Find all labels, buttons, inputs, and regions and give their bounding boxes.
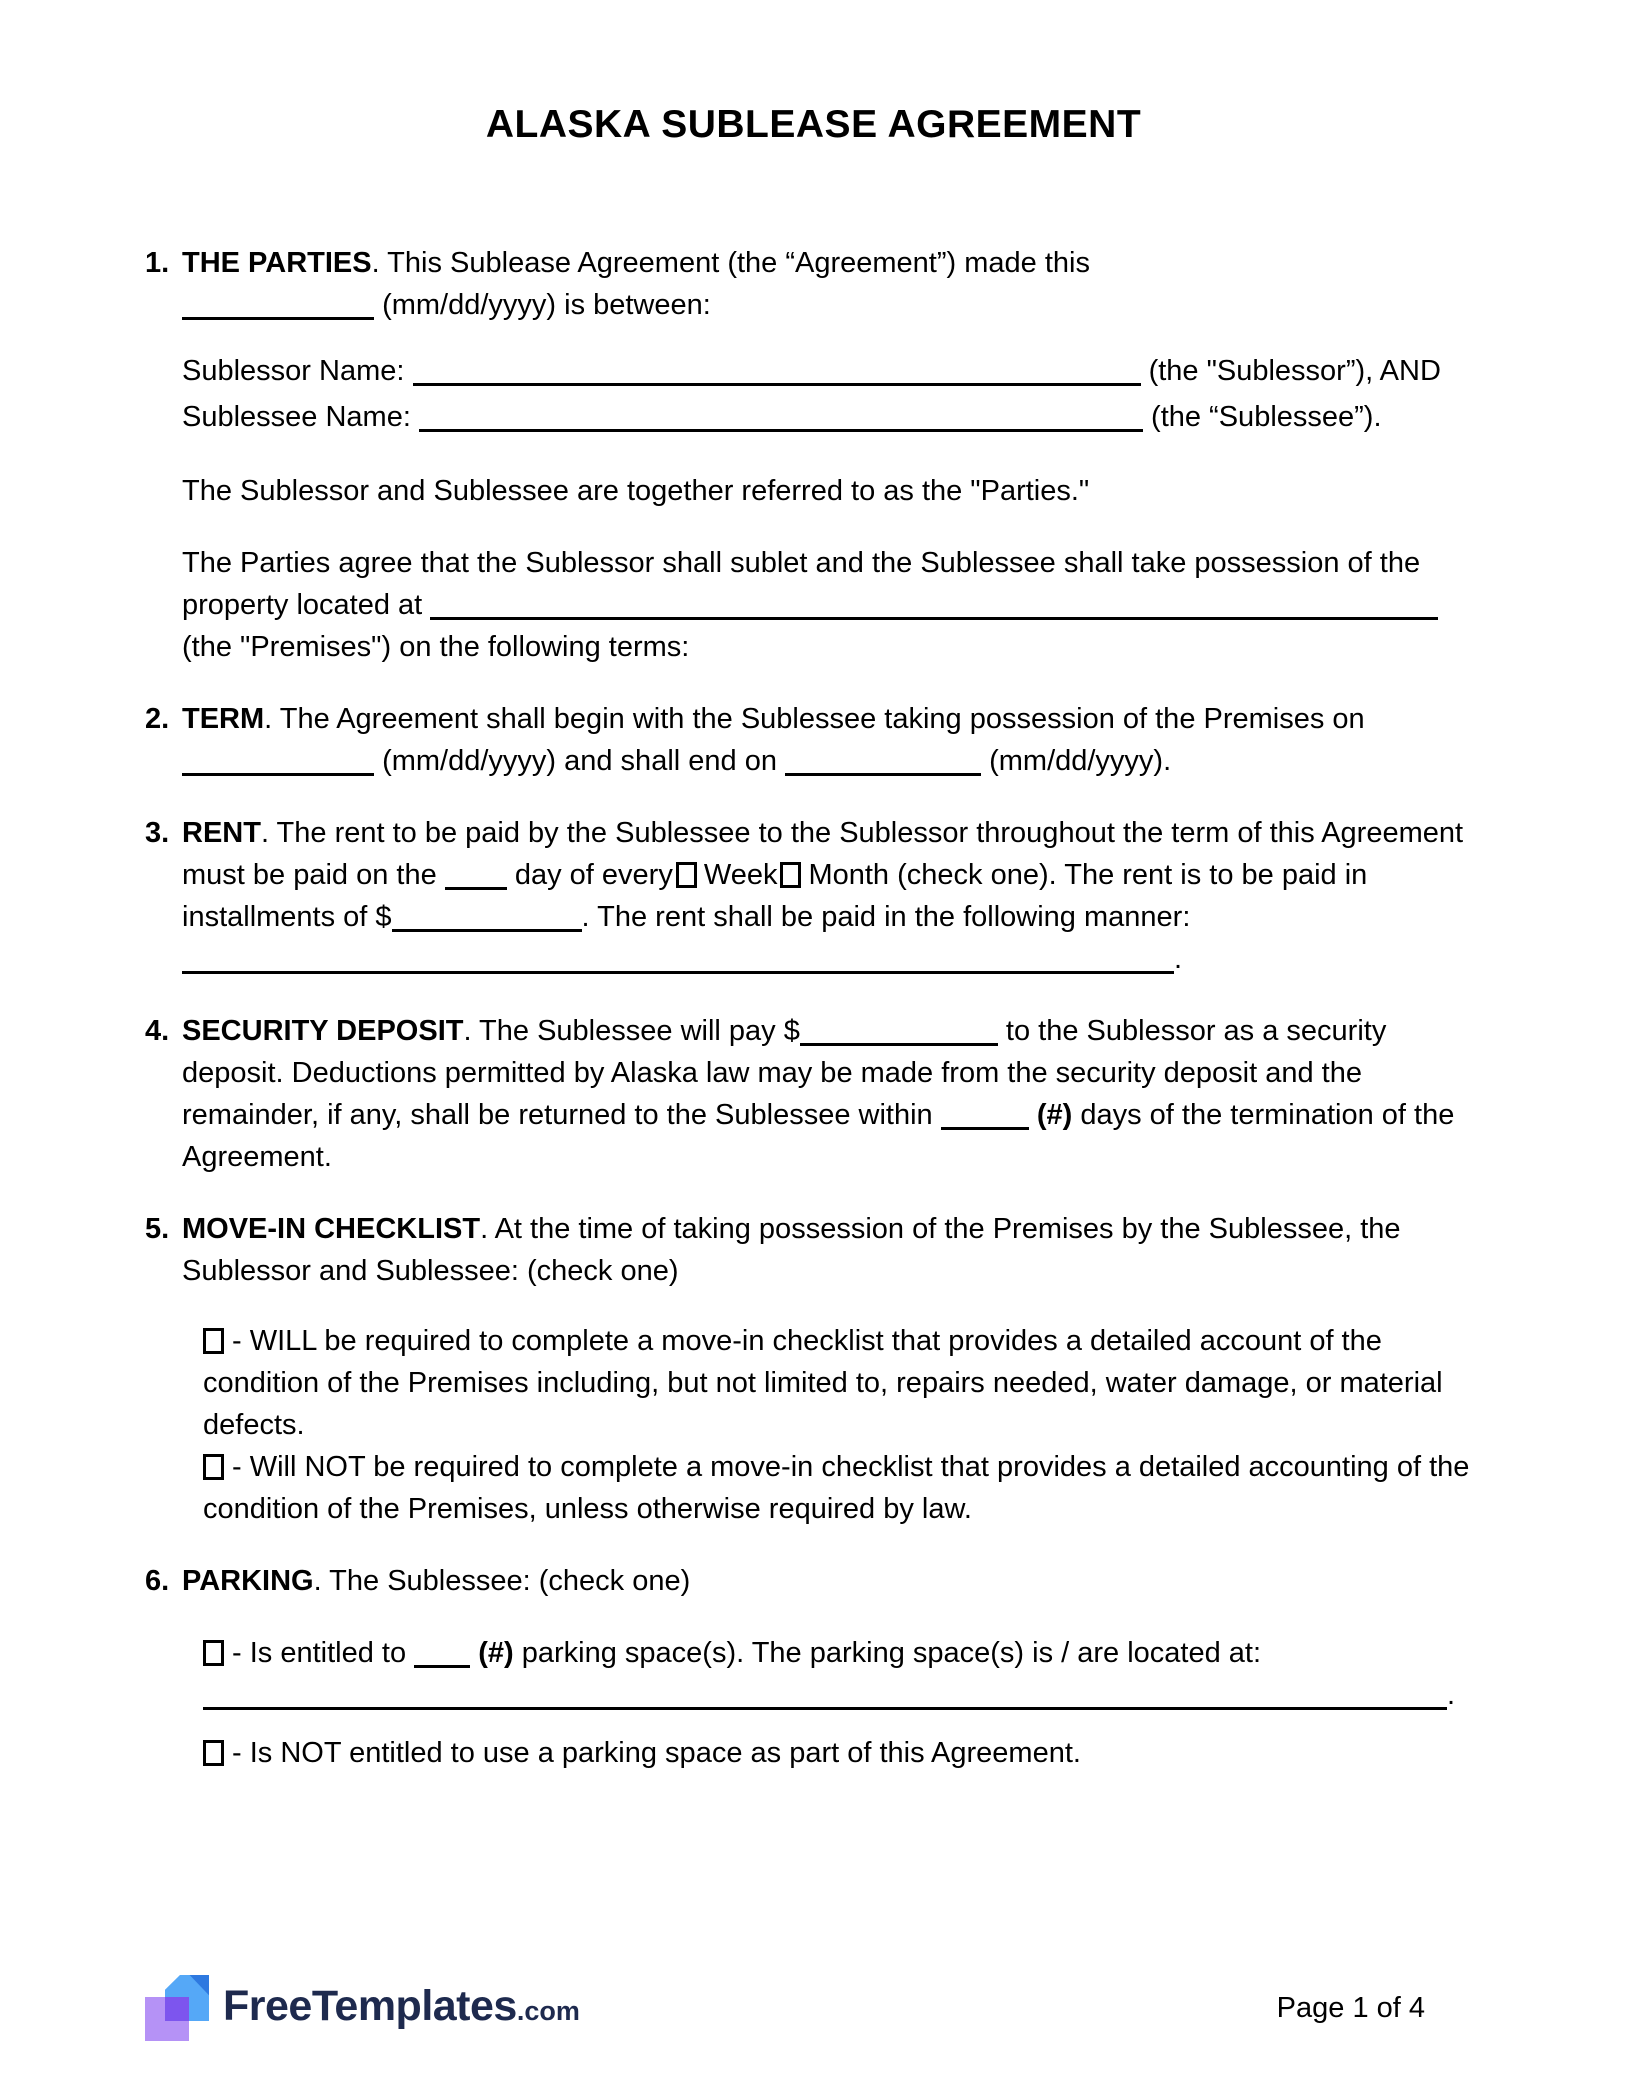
section-number-parties: 1. [145, 247, 170, 279]
parking-entitled-text-2: parking space(s). The parking space(s) is / are located at: [521, 1637, 1262, 1669]
parking-intro-paragraph [182, 1560, 1482, 1602]
section-move-in-checklist [145, 1208, 1482, 1530]
rent-paragraph [182, 812, 1482, 980]
month-label: Month [808, 859, 890, 891]
logo-overlap-square [165, 1997, 189, 2021]
parking-not-entitled-checkbox[interactable] [203, 1740, 224, 1766]
security-deposit-heading: SECURITY DEPOSIT [182, 1015, 464, 1047]
sublessee-name-suffix: (the “Sublessee”). [1151, 401, 1382, 433]
section-rent [145, 812, 1482, 980]
parties-intro-text-2: (mm/dd/yyyy) is between: [382, 289, 711, 321]
payment-manner-blank[interactable] [182, 944, 1174, 974]
section-parties [145, 242, 1482, 668]
section-number-rent: 3. [145, 817, 170, 849]
parties-intro-paragraph [182, 242, 1482, 326]
sublessor-name-suffix: (the "Sublessor”), AND [1148, 355, 1441, 387]
rent-text-3: (check one). The rent is to be paid in installments of $ [182, 859, 1368, 933]
section-number-term: 2. [145, 703, 170, 735]
parties-heading: THE PARTIES [182, 247, 372, 279]
week-label: Week [703, 859, 778, 891]
brand-name [223, 1976, 580, 2041]
parking-text: . The Sublessee: (check one) [313, 1565, 691, 1597]
rent-text-4: . The rent shall be paid in the following manner: [581, 901, 1191, 933]
rent-heading: RENT [182, 817, 261, 849]
sublessor-name-line [182, 348, 1482, 394]
term-text-2: (mm/dd/yyyy) and shall end on [382, 745, 777, 777]
move-in-option-will-not [203, 1446, 1482, 1530]
security-deposit-paragraph [182, 1010, 1482, 1178]
term-heading: TERM [182, 703, 265, 735]
term-text: . The Agreement shall begin with the Sublessee taking possession of the Premises on [264, 703, 1365, 735]
brand-name-suffix: .com [516, 1995, 580, 2026]
section-number-move-in: 5. [145, 1213, 170, 1245]
sublessee-name-blank[interactable] [419, 402, 1143, 432]
parties-intro-text: . This Sublease Agreement (the “Agreement”) made this [371, 247, 1090, 279]
parties-agree-text: The Parties agree that the Sublessor shall sublet and the Sublessee shall take possession of the property located at [182, 547, 1421, 621]
parking-option-not-entitled [203, 1732, 1482, 1774]
start-date-blank[interactable] [182, 746, 374, 776]
security-text: . The Sublessee will pay $ [463, 1015, 800, 1047]
move-in-heading: MOVE-IN CHECKLIST [182, 1213, 481, 1245]
sublessor-name-label: Sublessor Name: [182, 355, 405, 387]
brand-name-main: FreeTemplates [223, 1981, 517, 2030]
move-in-text: . At the time of taking possession of the Premises by the Sublessee, the Sublessor and Sublessee: (check one) [182, 1213, 1401, 1287]
section-term [145, 698, 1482, 782]
section-security-deposit [145, 1010, 1482, 1178]
rent-text: . The rent to be paid by the Sublessee to the Sublessor throughout the term of this Agreement must be paid on the [182, 817, 1464, 891]
parties-together-paragraph: The Sublessor and Sublessee are together referred to as the "Parties." [182, 475, 1090, 507]
parking-entitled-text: - Is entitled to [232, 1637, 407, 1669]
security-text-3: days of the termination of the Agreement. [182, 1099, 1455, 1173]
end-date-blank[interactable] [785, 746, 981, 776]
security-text-2: to the Sublessor as a security deposit. Deductions permitted by Alaska law may be made from the security deposit and the remainder, if any, shall be returned to the Sublessee within [182, 1015, 1387, 1131]
deposit-days-blank[interactable] [941, 1100, 1029, 1130]
rent-text-2: day of every [514, 859, 673, 891]
term-text-3: (mm/dd/yyyy). [989, 745, 1172, 777]
section-number-security: 4. [145, 1015, 170, 1047]
rent-period: . [1174, 943, 1183, 975]
parking-entitled-period: . [1447, 1679, 1456, 1711]
agreement-date-blank[interactable] [182, 290, 374, 320]
will-not-checklist-checkbox[interactable] [203, 1454, 224, 1480]
deposit-amount-blank[interactable] [800, 1016, 998, 1046]
month-checkbox[interactable] [780, 862, 801, 888]
move-in-option-will-text: - WILL be required to complete a move-in checklist that provides a detailed account of the condition of the Premises including, but not limited to, repairs needed, water damage, or material defects. [203, 1325, 1443, 1441]
security-hash-symbol: (#) [1036, 1099, 1073, 1131]
page-footer [145, 1975, 1487, 2041]
parking-count-blank[interactable] [414, 1638, 470, 1668]
parking-not-entitled-text: - Is NOT entitled to use a parking space as part of this Agreement. [232, 1737, 1081, 1769]
parking-heading: PARKING [182, 1565, 314, 1597]
parties-agree-text-2: (the "Premises") on the following terms: [182, 631, 690, 663]
term-paragraph [182, 698, 1482, 782]
sublessor-name-blank[interactable] [413, 356, 1141, 386]
will-checklist-checkbox[interactable] [203, 1328, 224, 1354]
property-address-blank[interactable] [430, 590, 1438, 620]
parking-entitled-checkbox[interactable] [203, 1640, 224, 1666]
party-name-lines [182, 348, 1482, 440]
rent-day-blank[interactable] [445, 860, 507, 890]
footer-brand [145, 1975, 580, 2041]
page-number: Page 1 of 4 [1276, 1992, 1425, 2024]
parking-option-entitled [203, 1632, 1482, 1716]
section-number-parking: 6. [145, 1565, 170, 1597]
sublessee-name-line [182, 394, 1482, 440]
parties-agree-paragraph [182, 542, 1482, 668]
rent-amount-blank[interactable] [392, 902, 582, 932]
move-in-option-will [203, 1320, 1482, 1446]
sublessee-name-label: Sublessee Name: [182, 401, 411, 433]
parking-location-blank[interactable] [203, 1680, 1447, 1710]
move-in-intro-paragraph [182, 1208, 1482, 1292]
parking-hash-symbol: (#) [478, 1637, 514, 1669]
move-in-option-will-not-text: - Will NOT be required to complete a move-in checklist that provides a detailed accounting of the condition of the Premises, unless otherwise required by law. [203, 1451, 1470, 1525]
week-checkbox[interactable] [676, 862, 697, 888]
section-parking [145, 1560, 1482, 1774]
freetemplates-logo-icon [145, 1975, 209, 2041]
document-title: ALASKA SUBLEASE AGREEMENT [485, 103, 1142, 146]
